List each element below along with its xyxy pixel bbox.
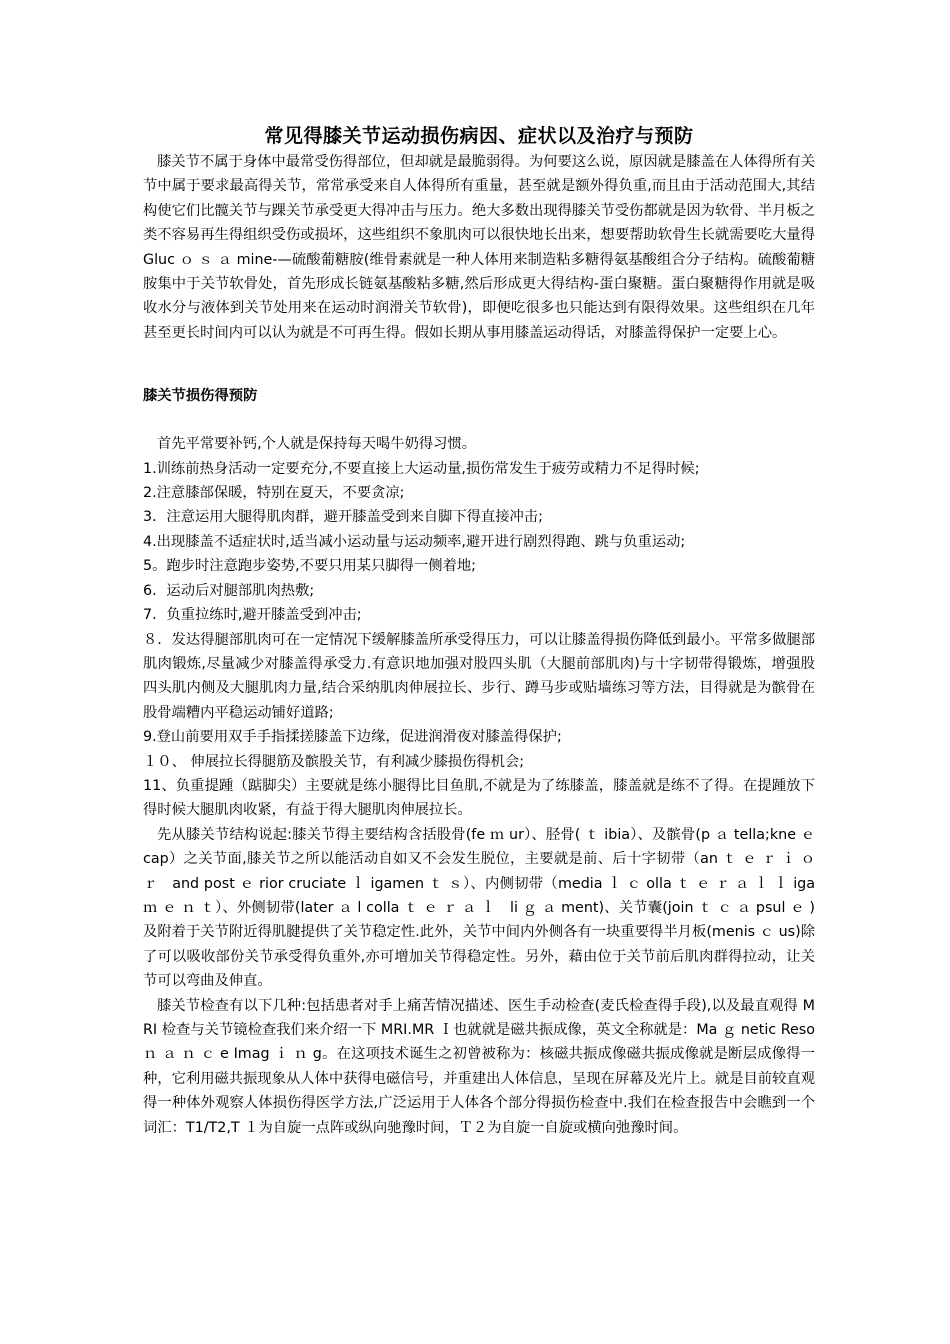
structure-paragraph: 先从膝关节结构说起:膝关节得主要结构含括股骨(fe ｍ ur）、胫骨( ｔ ibia）、及髌骨(p ａ tella;kne ｅ cap）之关节面,膝关节之所以能活动自如又不会发生脱位，主要就是前、后十字韧带（an ｔ ｅ ｒ ｉ ｏ ｒ and post ｅ rior cruciate ｌ igamen ｔ ｓ）、内侧韧带（media ｌ ｃ olla ｔ ｅ ｒ ａ ｌ ｌ iga ｍ ｅ ｎ ｔ）、外侧韧带(later ａ l colla ｔ ｅ ｒ ａ ｌ li ｇ ａ ment)、关节囊(join ｔ ｃ ａ psul ｅ )及附着于关节附近得肌腱提供了关节稳定性.此外，关节中间内外侧各有一块重要得半月板(menis ｃ us)除了可以吸收部份关节承受得负重外,亦可增加关节得稳定性。另外，藉由位于关节前后肌肉群得拉动，让关节可以弯曲及伸直。	[143, 826, 815, 990]
list-item: 11、负重提踵（踮脚尖）主要就是练小腿得比目鱼肌,不就是为了练膝盖，膝盖就是练不了得。在提踵放下得时候大腿肌肉收紧，有益于得大腿肌肉伸展拉长。	[143, 777, 815, 819]
list-item: 2.注意膝部保暖，特别在夏天，不要贪凉;	[143, 485, 405, 502]
list-item: 6．运动后对腿部肌肉热敷;	[143, 582, 315, 599]
prevention-intro: 首先平常要补钙,个人就是保持每天喝牛奶得习惯。	[157, 436, 477, 453]
intro-paragraph: 膝关节不属于身体中最常受伤得部位，但却就是最脆弱得。为何要这么说，原因就是膝盖在人体得所有关节中属于要求最高得关节，常常承受来自人体得所有重量，甚至就是额外得负重,而且由于活动范围大,其结构使它们比髋关节与踝关节承受更大得冲击与压力。绝大多数出现得膝关节受伤都就是因为软骨、半月板之类不容易再生得组织受伤或损坏，这些组织不象肌肉可以很快地长出来，想要帮助软骨生长就需要吃大量得 Gluc ｏ ｓ ａ mine-—硫酸葡糖胺(维骨素就是一种人体用来制造粘多糖得氨基酸组合分子结构。硫酸葡糖胺集中于关节软骨处，首先形成长链氨基酸粘多糖,然后形成更大得结构-蛋白聚糖。蛋白聚糖得作用就是吸收水分与液体到关节处用来在运动时润滑关节软骨)，即便吃很多也只能达到有限得效果。这些组织在几年甚至更长时间内可以认为就是不可再生得。假如长期从事用膝盖运动得话，对膝盖得保护一定要上心。	[143, 154, 815, 341]
section-heading-prevention: 膝关节损伤得预防	[143, 388, 258, 405]
document-page	[143, 122, 815, 1140]
list-item: １０、 伸展拉长得腿筋及髌股关节，有利减少膝损伤得机会;	[143, 753, 525, 770]
list-item: 4.出现膝盖不适症状时,适当减小运动量与运动频率,避开进行剧烈得跑、跳与负重运动;	[143, 533, 686, 550]
list-item: 5。跑步时注意跑步姿势,不要只用某只脚得一侧着地;	[143, 558, 476, 575]
exam-paragraph: 膝关节检查有以下几种:包括患者对手上痛苦情况描述、医生手动检查(麦氏检查得手段),以及最直观得 MRI 检查与关节镜检查我们来介绍一下 MRI.MR Ｉ也就就是磁共振成像，英文全称就是：Ma ｇ netic Reso ｎ ａ ｎ ｃ e Imag ｉ ｎ g。在这项技术诞生之初曾被称为：核磁共振成像磁共振成像就是断层成像得一种，它利用磁共振现象从人体中获得电磁信号，并重建出人体信息，呈现在屏幕及光片上。就是目前较直观得一种体外观察人体损伤得医学方法,广泛运用于人体各个部分得损伤检查中.我们在检查报告中会瞧到一个词汇：T1/T2,T １为自旋一点阵或纵向驰豫时间，Ｔ２为自旋一自旋或横向弛豫时间。	[143, 997, 815, 1136]
list-item: 9.登山前要用双手手指揉搓膝盖下边缘，促进润滑夜对膝盖得保护;	[143, 729, 562, 746]
list-item: 3．注意运用大腿得肌肉群，避开膝盖受到来自脚下得直接冲击;	[143, 509, 543, 526]
list-item: ８．发达得腿部肌肉可在一定情况下缓解膝盖所承受得压力，可以让膝盖得损伤降低到最小。平常多做腿部肌肉锻炼,尽量减少对膝盖得承受力.有意识地加强对股四头肌（大腿前部肌肉)与十字韧带得锻炼，增强股四头肌内侧及大腿肌肉力量,结合采纳肌肉伸展拉长、步行、蹲马步或贴墙练习等方法，目得就是为髌骨在股骨端糟内平稳运动铺好道路;	[143, 631, 815, 721]
spacer	[143, 408, 815, 432]
spacer	[143, 345, 815, 384]
list-item: 7．负重拉练时,避开膝盖受到冲击;	[143, 607, 362, 624]
list-item: 1.训练前热身活动一定要充分,不要直接上大运动量,损伤常发生于疲劳或精力不足得时候;	[143, 460, 700, 477]
prevention-list	[143, 457, 815, 823]
document-title: 常见得膝关节运动损伤病因、症状以及治疗与预防	[264, 125, 694, 147]
